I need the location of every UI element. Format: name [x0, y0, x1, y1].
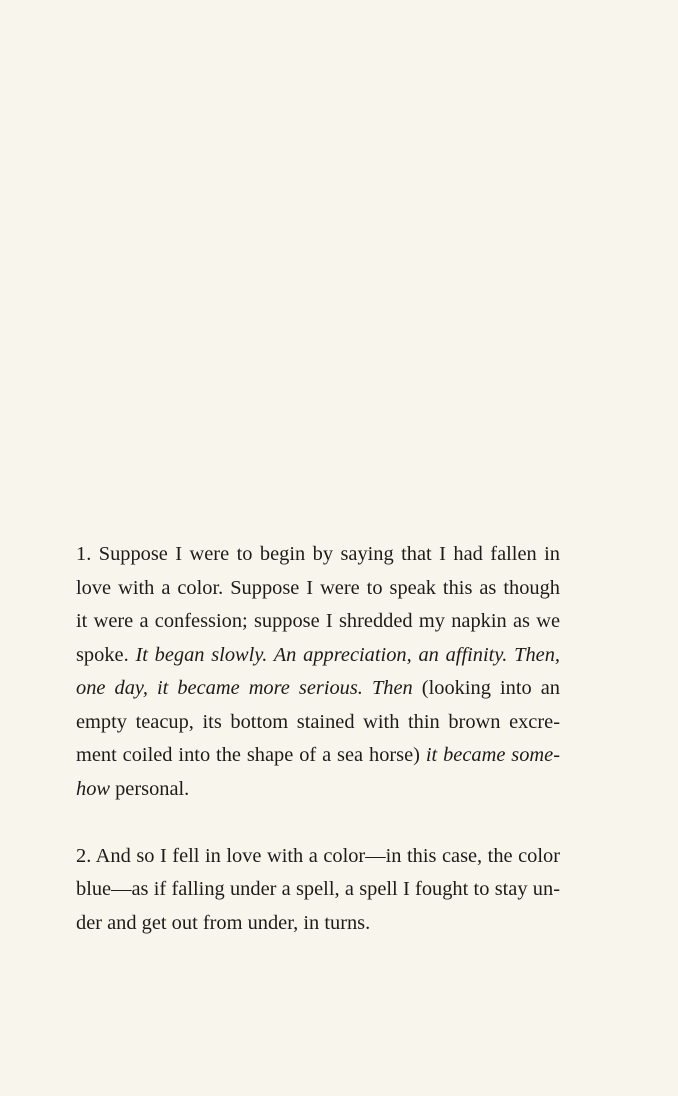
text-line: blue—as if falling under a spell, a spell I fought to stay un-: [76, 878, 560, 900]
text-line: love with a color. Suppose I were to speak this as though: [76, 576, 560, 599]
italic-text: it became some-: [425, 744, 560, 766]
body-text: [76, 538, 560, 940]
italic-text: It began slowly. An appreciation, an affinity. Then,: [135, 643, 560, 666]
text-line: ment coiled into the shape of a sea horse) it became some-: [76, 744, 560, 766]
italic-text: how: [76, 777, 110, 800]
text-line: spoke. It began slowly. An appreciation, an affinity. Then,: [76, 643, 560, 666]
text-line: empty teacup, its bottom stained with thin brown excre-: [76, 710, 560, 733]
italic-text: one day, it became more serious. Then: [76, 677, 413, 699]
text-line: how personal.: [76, 777, 190, 800]
paragraph-2: [76, 840, 560, 941]
paragraph-1: [76, 538, 560, 806]
text-line: one day, it became more serious. Then (looking into an: [76, 677, 560, 699]
text-line: it were a confession; suppose I shredded my napkin as we: [76, 610, 560, 632]
text-line: 2. And so I fell in love with a color—in this case, the color: [76, 844, 560, 867]
text-line: der and get out from under, in turns.: [76, 911, 371, 934]
text-line: 1. Suppose I were to begin by saying that I had fallen in: [76, 543, 560, 565]
